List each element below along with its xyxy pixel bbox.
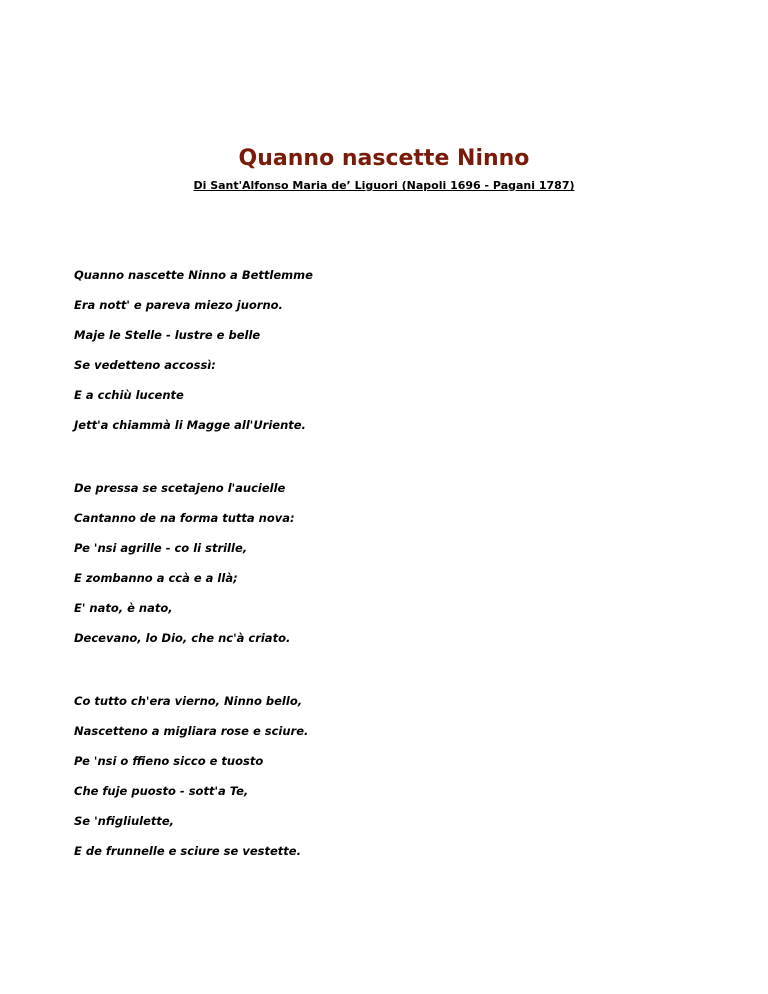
verse-line: Co tutto ch'era vierno, Ninno bello, bbox=[74, 694, 303, 708]
stanza-2 bbox=[74, 481, 714, 661]
verse-line: Jett'a chiammà li Magge all'Uriente. bbox=[74, 418, 306, 432]
stanza-3 bbox=[74, 694, 714, 874]
verse-line: E a cchiù lucente bbox=[74, 388, 184, 402]
verse-line: Che fuje puosto - sott'a Te, bbox=[74, 784, 249, 798]
verse-line: Se 'nfigliulette, bbox=[74, 814, 175, 828]
page-title: Quanno nascette Ninno bbox=[238, 146, 530, 171]
verse-line: E' nato, è nato, bbox=[74, 601, 173, 615]
stanza-1 bbox=[74, 268, 714, 448]
verse-line: Cantanno de na forma tutta nova: bbox=[74, 511, 295, 525]
verse-line: Pe 'nsi agrille - co li strille, bbox=[74, 541, 248, 555]
author-subtitle: Di Sant'Alfonso Maria de’ Liguori (Napoli 1696 - Pagani 1787) bbox=[193, 179, 575, 192]
verse-line: Maje le Stelle - lustre e belle bbox=[74, 328, 261, 342]
verse-line: Decevano, lo Dio, che nc'à criato. bbox=[74, 631, 291, 645]
verse-line: Pe 'nsi o ffieno sicco e tuosto bbox=[74, 754, 264, 768]
verse-line: Nascetteno a migliara rose e sciure. bbox=[74, 724, 309, 738]
verse-line: Quanno nascette Ninno a Bettlemme bbox=[74, 268, 313, 282]
verse-line: E zombanno a ccà e a llà; bbox=[74, 571, 238, 585]
verse-line: Se vedetteno accossì: bbox=[74, 358, 216, 372]
verse-line: Era nott' e pareva miezo juorno. bbox=[74, 298, 283, 312]
verse-line: E de frunnelle e sciure se vestette. bbox=[74, 844, 301, 858]
verse-line: De pressa se scetajeno l'aucielle bbox=[74, 481, 286, 495]
